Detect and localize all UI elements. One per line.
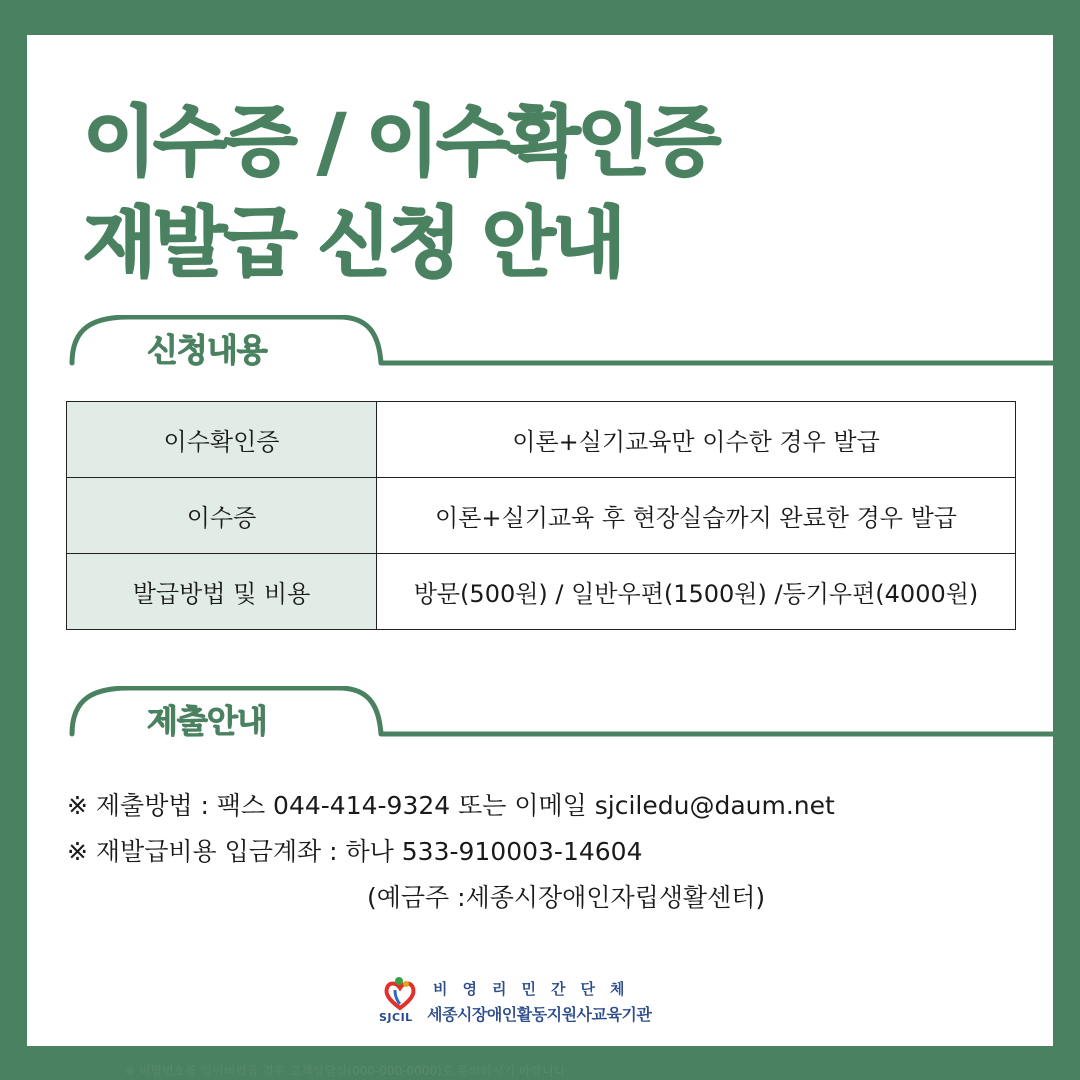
section-tab-submission <box>69 686 1053 740</box>
section-label-submission: 제출안내 <box>147 702 267 740</box>
organization-logo <box>377 975 423 1027</box>
notice-card <box>27 35 1053 1046</box>
section-label-application: 신청내용 <box>147 331 267 369</box>
organization-type: 비영리민간단체 <box>433 980 640 998</box>
footnote: ※ 비밀번호를 잊어버렸을 경우 고객상담실(000-000-0000)로 문의하시기 바랍니다 <box>125 1064 566 1078</box>
table-key-cell: 발급방법 및 비용 <box>67 554 377 630</box>
table-row <box>67 554 1016 630</box>
heart-logo-icon <box>377 975 423 1011</box>
table-value-cell: 이론+실기교육 후 현장실습까지 완료한 경우 발급 <box>377 478 1016 554</box>
title-line-1: 이수증 / 이수확인증 <box>83 97 719 186</box>
organization-footer <box>377 975 697 1027</box>
section-tab-application <box>69 315 1053 369</box>
table-value-cell: 이론+실기교육만 이수한 경우 발급 <box>377 402 1016 478</box>
application-table <box>66 401 1016 630</box>
table-key-cell: 이수확인증 <box>67 402 377 478</box>
page-title <box>83 91 718 293</box>
table-row <box>67 402 1016 478</box>
table-value-cell: 방문(500원) / 일반우편(1500원) /등기우편(4000원) <box>377 554 1016 630</box>
submission-method: ※ 제출방법 : 팩스 044-414-9324 또는 이메일 sjciledu@daum.net <box>67 791 835 820</box>
title-line-2: 재발급 신청 안내 <box>83 198 623 287</box>
payment-account: ※ 재발급비용 입금계좌 : 하나 533-910003-14604 <box>67 837 643 866</box>
submission-info <box>67 783 835 921</box>
account-holder: (예금주 :세종시장애인자립생활센터) <box>367 883 766 912</box>
table-row <box>67 478 1016 554</box>
organization-name: 세종시장애인활동지원사교육기관 <box>427 1005 652 1024</box>
logo-text: SJCIL <box>379 1011 413 1024</box>
table-key-cell: 이수증 <box>67 478 377 554</box>
